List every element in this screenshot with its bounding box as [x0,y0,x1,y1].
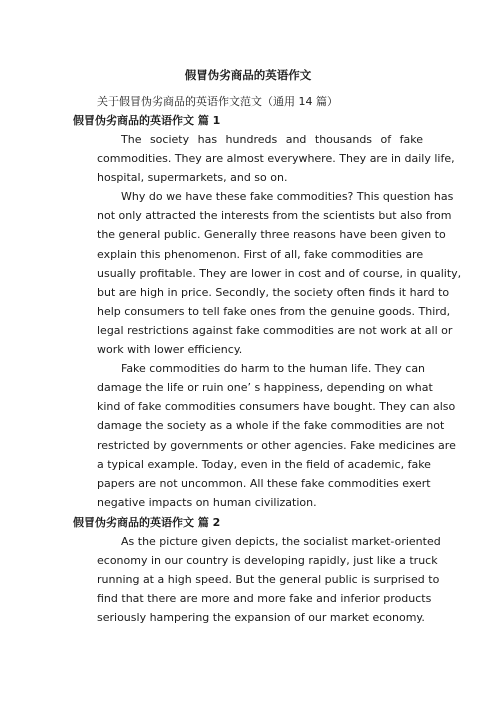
text-line: usually profitable. They are lower in cost and of course, in quality, [97,266,462,280]
text-line: find that there are more and more fake and inferior products [97,592,432,606]
text-line: legal restrictions against fake commodities are not work at all or [97,323,453,337]
paragraph [73,187,462,359]
text-line: The society has hundreds and thousands of fake [121,133,423,146]
section-heading-2: 假冒伪劣商品的英语作文 篇 2 [73,515,221,529]
text-line: As the picture given depicts, the socialist market-oriented [121,534,441,548]
text-line: but are high in price. Secondly, the society often finds it hard to [97,285,450,299]
text-line: economy in our country is developing rapidly, just like a truck [97,553,438,567]
text-line: Fake commodities do harm to the human life. They can [121,362,426,376]
text-line: negative impacts on human civilization. [97,495,317,509]
text-line: explain this phenomenon. First of all, fake commodities are [97,247,424,261]
paragraph [73,130,455,187]
text-line: commodities. They are almost everywhere. They are in daily life, [97,152,455,166]
text-line: running at a high speed. But the general public is surprised to [97,573,440,587]
text-line: a typical example. Today, even in the field of academic, fake [97,457,431,471]
page-title: 假冒伪劣商品的英语作文 [184,68,312,82]
text-line: restricted by governments or other agencies. Fake medicines are [97,438,456,452]
text-line: not only attracted the interests from the scientists but also from [97,209,452,223]
paragraph [73,532,441,627]
text-line: help consumers to tell fake ones from the genuine goods. Third, [97,304,451,318]
text-line: the general public. Generally three reasons have been given to [97,228,446,242]
text-line: work with lower efficiency. [97,343,243,357]
text-line: kind of fake commodities consumers have bought. They can also [97,400,456,414]
text-line: hospital, supermarkets, and so on. [97,171,288,185]
document-subtitle: 关于假冒伪劣商品的英语作文范文（通用 14 篇） [97,95,338,108]
text-line: Why do we have these fake commodities? This question has [121,190,454,204]
paragraph [73,359,456,512]
text-line: damage the society as a whole if the fake commodities are not [97,419,445,433]
section-heading-1: 假冒伪劣商品的英语作文 篇 1 [73,114,221,127]
text-line: seriously hampering the expansion of our market economy. [97,611,425,625]
text-line: damage the life or ruin one’ s happiness, depending on what [97,381,433,395]
text-line: papers are not uncommon. All these fake commodities exert [97,476,431,490]
